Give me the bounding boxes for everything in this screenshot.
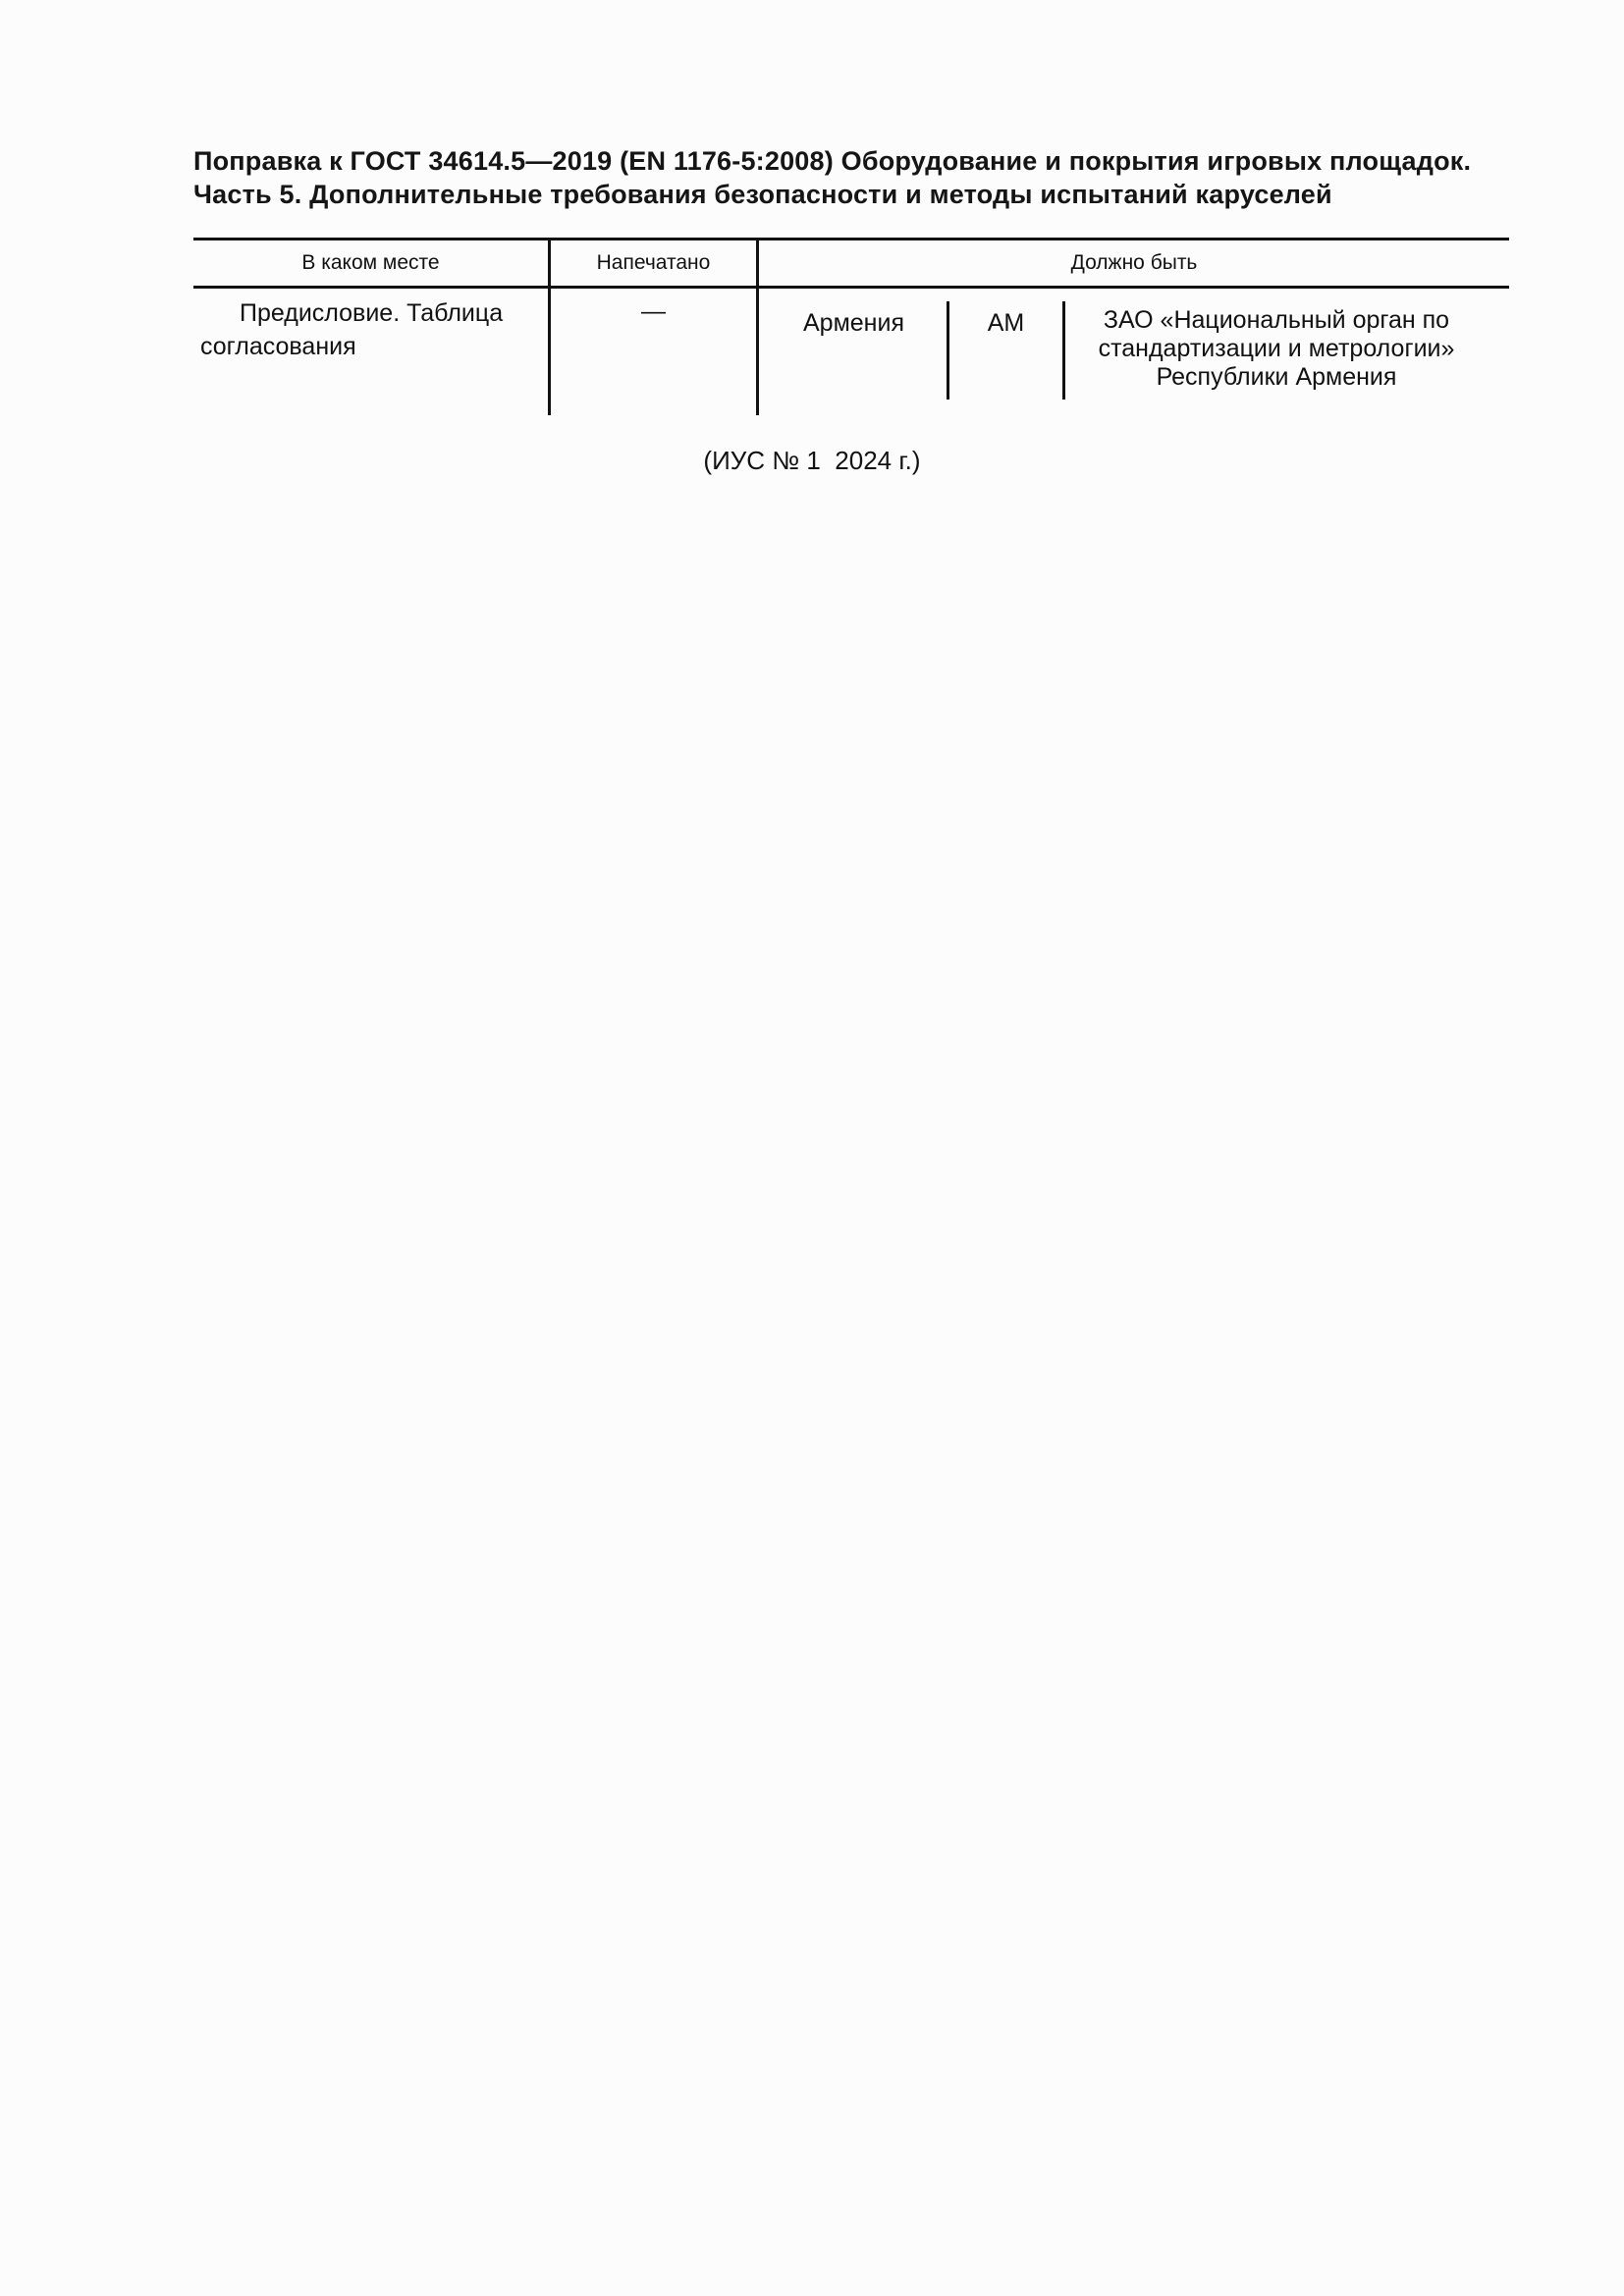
cell-country: Армения — [803, 309, 904, 337]
title-line-2: Часть 5. Дополнительные требования безопасности и методы испытаний каруселей — [193, 180, 1332, 209]
header-printed: Напечатано — [596, 251, 711, 274]
cell-printed: — — [641, 297, 666, 325]
document-title — [193, 144, 1509, 211]
ius-reference: (ИУС № 1 2024 г.) — [703, 446, 921, 475]
cell-org-line-2: стандартизации и метрологии» — [1098, 335, 1455, 362]
header-place: В каком месте — [301, 251, 440, 274]
cell-organization — [1065, 306, 1488, 392]
cell-org-line-3: Республики Армения — [1156, 363, 1397, 391]
header-should-be: Должно быть — [1070, 251, 1198, 274]
cell-place — [200, 296, 534, 363]
cell-place-line-1: Предисловие. Таблица — [240, 299, 504, 327]
cell-country-code: AM — [987, 309, 1025, 337]
table-header-rule — [193, 286, 1509, 289]
cell-place-line-2: согласования — [200, 333, 356, 360]
title-line-1: Поправка к ГОСТ 34614.5—2019 (EN 1176-5:2008) Оборудование и покрытия игровых площадок. — [193, 146, 1472, 176]
cell-org-line-1: ЗАО «Национальный орган по — [1103, 306, 1450, 334]
